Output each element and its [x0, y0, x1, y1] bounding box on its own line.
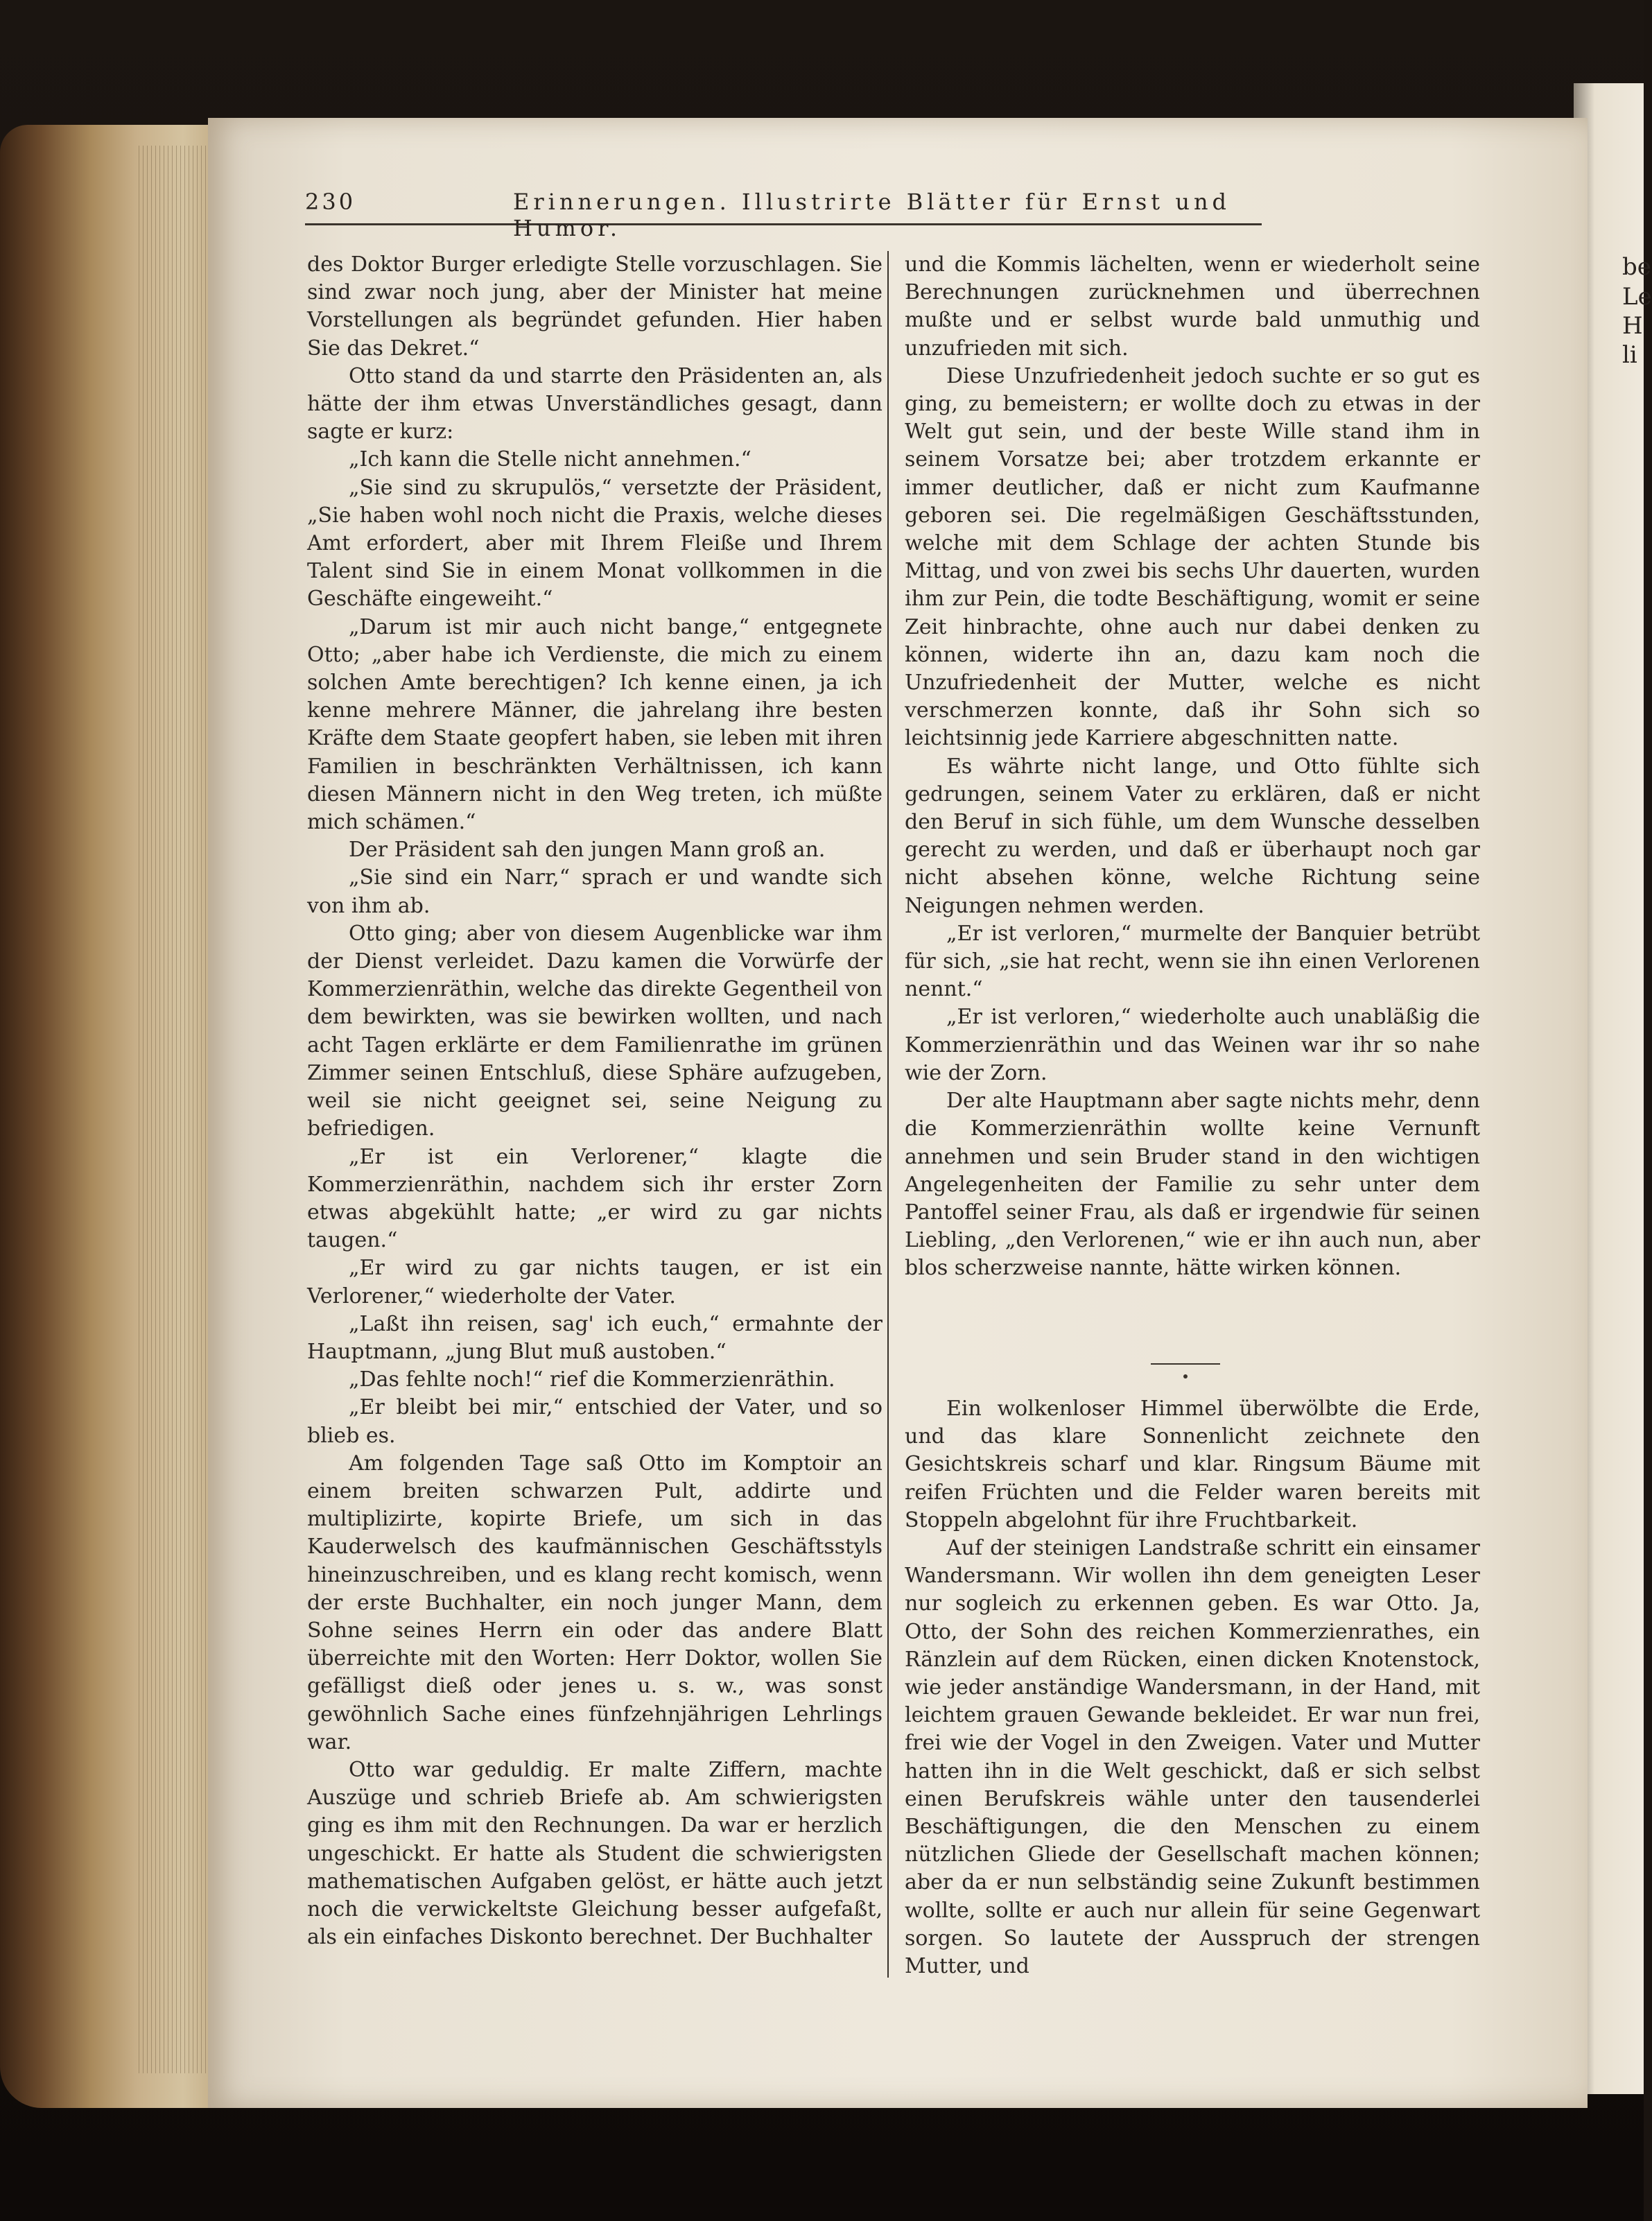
paragraph: „Sie sind ein Narr,“ sprach er und wandte sich von ihm ab. — [307, 865, 882, 918]
paragraph: Auf der steinigen Landstraße schritt ein einsamer Wandersmann. Wir wollen ihn dem geneigten Leser nur sogleich zu erkennen geben. Es war Otto. Ja, Otto, der Sohn des reichen Kommerzienrathes, ein Ränzlein auf dem Rücken, einen dicken Knotenstock, wie jeder anständige Wandersmann, in der Hand, mit leichtem grauen Gewande bekleidet. Er war nun frei, frei wie der Vogel in den Zweigen. Vater und Mutter hatten ihn in die Welt geschickt, daß er sich selbst einen Berufskreis wähle unter den tausenderlei Beschäftigungen, die den Menschen zu einem nützlichen Gliede der Gesellschaft machen können; aber da er nun selbständig seine Zukunft bestimmen wollte, sollte er auch nur allein für seine Gegenwart sorgen. So lautete der Ausspruch der strengen Mutter, und — [905, 1536, 1480, 1979]
paragraph: „Sie sind zu skrupulös,“ versetzte der Präsident, „Sie haben wohl noch nicht die Praxis, welche dieses Amt erfordert, aber mit Ihrem Fleiße und Ihrem Talent sind Sie in einem Monat vollkommen in die Geschäfte eingeweiht.“ — [307, 475, 882, 612]
column-divider — [887, 251, 889, 1978]
paragraph: „Er bleibt bei mir,“ entschied der Vater, und so blieb es. — [307, 1395, 882, 1448]
paragraph: Der Präsident sah den jungen Mann groß an. — [349, 838, 826, 863]
paragraph: Der alte Hauptmann aber sagte nichts mehr, denn die Kommerzienräthin wollte keine Vernunft annehmen und sein Bruder stand in den wichtigen Angelegenheiten der Familie zu sehr unter dem Pantoffel seiner Frau, als daß er irgendwie für seinen Liebling, „den Verlorenen,“ wie er ihn auch nun, aber blos scherzweise nannte, hätte wirken können. — [905, 1089, 1480, 1281]
paragraph: Otto stand da und starrte den Präsidenten an, als hätte der ihm etwas Unverständliches gesagt, dann sagte er kurz: — [307, 363, 882, 444]
next-page-text: H — [1622, 312, 1643, 340]
paragraph: „Ich kann die Stelle nicht annehmen.“ — [349, 447, 751, 472]
paragraph: „Darum ist mir auch nicht bange,“ entgegnete Otto; „aber habe ich Verdienste, die mich zu einem solchen Amte berechtigen? Ich kenne einen, ja ich kenne mehrere Männer, die jahrelang ihre besten Kräfte dem Staate geopfert haben, sie leben mit ihren Familien in beschränkten Verhältnissen, ich kann diesen Männern nicht in den Weg treten, ich müßte mich schämen.“ — [307, 614, 882, 835]
paragraph: Otto war geduldig. Er malte Ziffern, machte Auszüge und schrieb Briefe ab. Am schwierigsten ging es ihm mit den Rechnungen. Da war er herzlich ungeschickt. Er hatte als Student die schwierigsten mathematischen Aufgaben gelöst, er hätte auch jetzt noch die verwickeltste Gleichung besser aufgefaßt, als ein einfaches Diskonto berechnet. Der Buchhalter — [307, 1757, 882, 1950]
paragraph: und die Kommis lächelten, wenn er wiederholt seine Berechnungen zurücknehmen und überrechnen mußte und er selbst wurde bald unmuthig und unzufrieden mit sich. — [905, 252, 1480, 361]
paragraph: „Er ist verloren,“ wiederholte auch unabläßig die Kommerzienräthin und das Weinen war ihr so nahe wie der Zorn. — [905, 1005, 1480, 1085]
paragraph: Otto ging; aber von diesem Augenblicke war ihm der Dienst verleidet. Dazu kamen die Vorwürfe der Kommerzienräthin, welche das direkte Gegentheil von dem bewirkten, was sie bewirken wollten, und nach acht Tagen erklärte er dem Familienrathe im grünen Zimmer seinen Entschluß, diese Sphäre aufzugeben, weil sie nicht geeignet sei, seine Neigung zu befriedigen. — [307, 921, 882, 1141]
paragraph: „Er wird zu gar nichts taugen, er ist ein Verlorener,“ wiederholte der Vater. — [307, 1256, 882, 1308]
paragraph: „Laßt ihn reisen, sag' ich euch,“ ermahnte der Hauptmann, „jung Blut muß austoben.“ — [307, 1311, 882, 1364]
paragraph: Es währte nicht lange, und Otto fühlte sich gedrungen, seinem Vater zu erklären, daß er nicht den Beruf in sich fühle, um dem Wunsche desselben gerecht zu werden, und daß er überhaupt noch gar nicht absehen könne, welche Richtung seine Neigungen nehmen werden. — [905, 754, 1480, 918]
paragraph: Am folgenden Tage saß Otto im Komptoir an einem breiten schwarzen Pult, addirte und multiplizirte, kopirte Briefe, um sich in das Kauderwelsch des kaufmännischen Geschäftsstyls hineinzuschreiben, und es klang recht komisch, wenn der erste Buchhalter, ein noch junger Mann, dem Sohne seines Herrn ein oder das andere Blatt überreichte mit den Worten: Herr Doktor, wollen Sie gefälligst dieß oder jenes u. s. w., was sonst gewöhnlich Sache eines fünfzehnjährigen Lehrlings war. — [307, 1451, 882, 1754]
right-text-column-top — [905, 251, 1480, 1582]
paragraph: des Doktor Burger erledigte Stelle vorzuschlagen. Sie sind zwar noch jung, aber der Minister hat meine Vorstellungen als begründet gefunden. Hier haben Sie das Dekret.“ — [307, 252, 882, 361]
next-page-text: be — [1622, 253, 1651, 281]
next-page-text: li — [1622, 341, 1637, 369]
separator-dot — [1183, 1374, 1188, 1379]
paragraph: „Er ist verloren,“ murmelte der Banquier betrübt für sich, „sie hat recht, wenn sie ihn einen Verlorenen nennt.“ — [905, 921, 1480, 1002]
page-number: 230 — [305, 189, 356, 215]
paragraph: „Das fehlte noch!“ rief die Kommerzienräthin. — [349, 1367, 835, 1392]
page-header — [305, 189, 1262, 241]
paragraph: Diese Unzufriedenheit jedoch suchte er so gut es ging, zu bemeistern; er wollte doch zu etwas in der Welt gut sein, und der beste Wille stand ihm in seinem Vorsatze bei; aber trotzdem erkannte er immer deutlicher, daß er nicht zum Kaufmanne geboren sei. Die regelmäßigen Geschäftsstunden, welche mit dem Schlage der achten Stunde bis Mittag, und von zwei bis sechs Uhr dauerten, wurden ihm zur Pein, die todte Beschäftigung, womit er seine Zeit hinbrachte, ohne auch nur dabei denken zu können, widerte ihn an, dazu kam noch die Unzufriedenheit der Mutter, welche es nicht verschmerzen konnte, daß ihr Sohn sich so leichtsinnig jede Karriere abgeschnitten natte. — [905, 363, 1480, 751]
running-title: Erinnerungen. Illustrirte Blätter für Ernst und Humor. — [513, 189, 1231, 241]
right-text-column-bottom — [905, 1395, 1480, 1980]
paragraph: „Er ist ein Verlorener,“ klagte die Kommerzienräthin, nachdem sich ihr erster Zorn etwas abgekühlt hatte; „er wird zu gar nichts taugen.“ — [307, 1144, 882, 1253]
left-text-column — [307, 251, 882, 1951]
next-page-text: Le — [1622, 283, 1652, 311]
paragraph: Ein wolkenloser Himmel überwölbte die Erde, und das klare Sonnenlicht zeichnete den Gesichtskreis scharf und klar. Ringsum Bäume mit reifen Früchten und die Felder waren bereits mit Stoppeln abgelohnt für ihre Fruchtbarkeit. — [905, 1397, 1480, 1532]
section-separator — [1151, 1363, 1220, 1365]
